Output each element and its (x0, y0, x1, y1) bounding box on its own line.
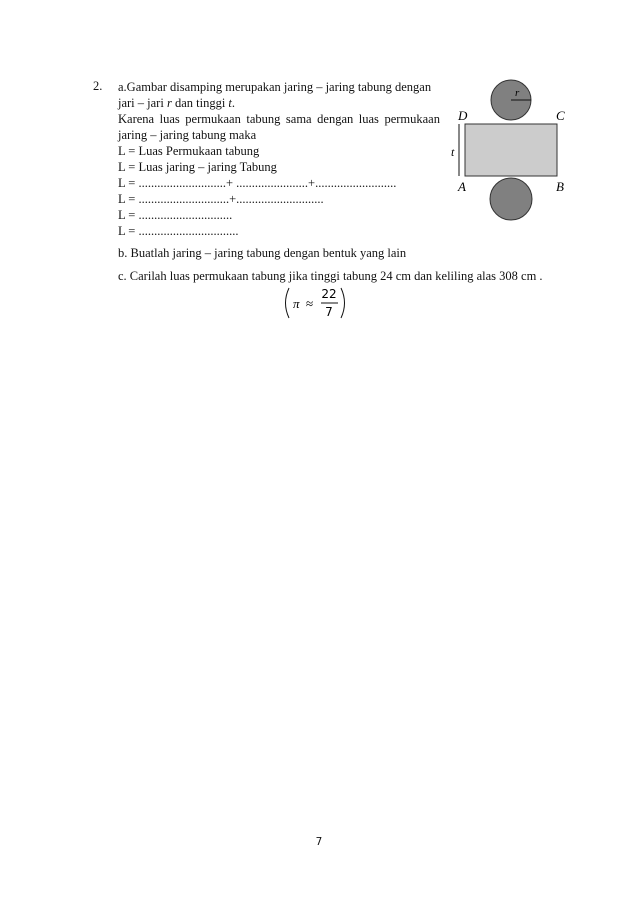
part-a-line-5: L = Luas Permukaan tabung (118, 144, 260, 158)
part-a-line-9: L = .............................. (118, 208, 233, 222)
right-paren (341, 288, 345, 318)
label-r: r (515, 87, 520, 99)
label-B: B (556, 179, 564, 194)
part-a-line-4: jaring – jaring tabung maka (118, 128, 257, 142)
word: permukaan (185, 112, 241, 126)
left-paren (286, 288, 290, 318)
word: dengan (317, 112, 354, 126)
label-A: A (458, 179, 466, 194)
cylinder-net-figure (446, 78, 576, 238)
fraction-numerator: 22 (321, 287, 337, 301)
word: sama (285, 112, 312, 126)
label-C: C (556, 108, 565, 123)
approx-symbol: ≈ (306, 296, 314, 311)
lateral-rectangle (465, 124, 557, 176)
question-number: 2. (93, 79, 103, 93)
word: tabung (246, 112, 281, 126)
part-a-line-10: L = ................................ (118, 224, 239, 238)
word: Karena (118, 112, 155, 126)
pi-approximation-formula (283, 286, 347, 320)
part-a-line-3 (118, 111, 440, 127)
word: permukaan (384, 112, 440, 126)
word: luas (159, 112, 180, 126)
var-r: r (166, 96, 172, 110)
var-t: t (228, 96, 232, 110)
page-number: 7 (315, 836, 323, 848)
part-b-text: b. Buatlah jaring – jaring tabung dengan bentuk yang lain (118, 246, 407, 260)
part-a-line-1: a.Gambar disamping merupakan jaring – jaring tabung dengan (118, 80, 432, 94)
part-c-text: c. Carilah luas permukaan tabung jika tinggi tabung 24 cm dan keliling alas 308 cm . (118, 269, 543, 283)
line2-prefix: jari – jari (118, 96, 167, 110)
part-a-line-6: L = Luas jaring – jaring Tabung (118, 160, 277, 174)
part-a-line-7: L = ............................+ .......................+.......................... (118, 176, 397, 190)
word: luas (358, 112, 379, 126)
part-a-line-8: L = .............................+............................ (118, 192, 324, 206)
line2-mid: dan tinggi (171, 96, 229, 110)
line2-end: . (231, 96, 236, 110)
part-a-line-2 (118, 95, 235, 111)
label-t: t (451, 145, 455, 159)
pi-symbol: π (293, 296, 300, 311)
fraction-denominator: 7 (325, 305, 333, 319)
bottom-circle (490, 178, 532, 220)
label-D: D (458, 108, 468, 123)
